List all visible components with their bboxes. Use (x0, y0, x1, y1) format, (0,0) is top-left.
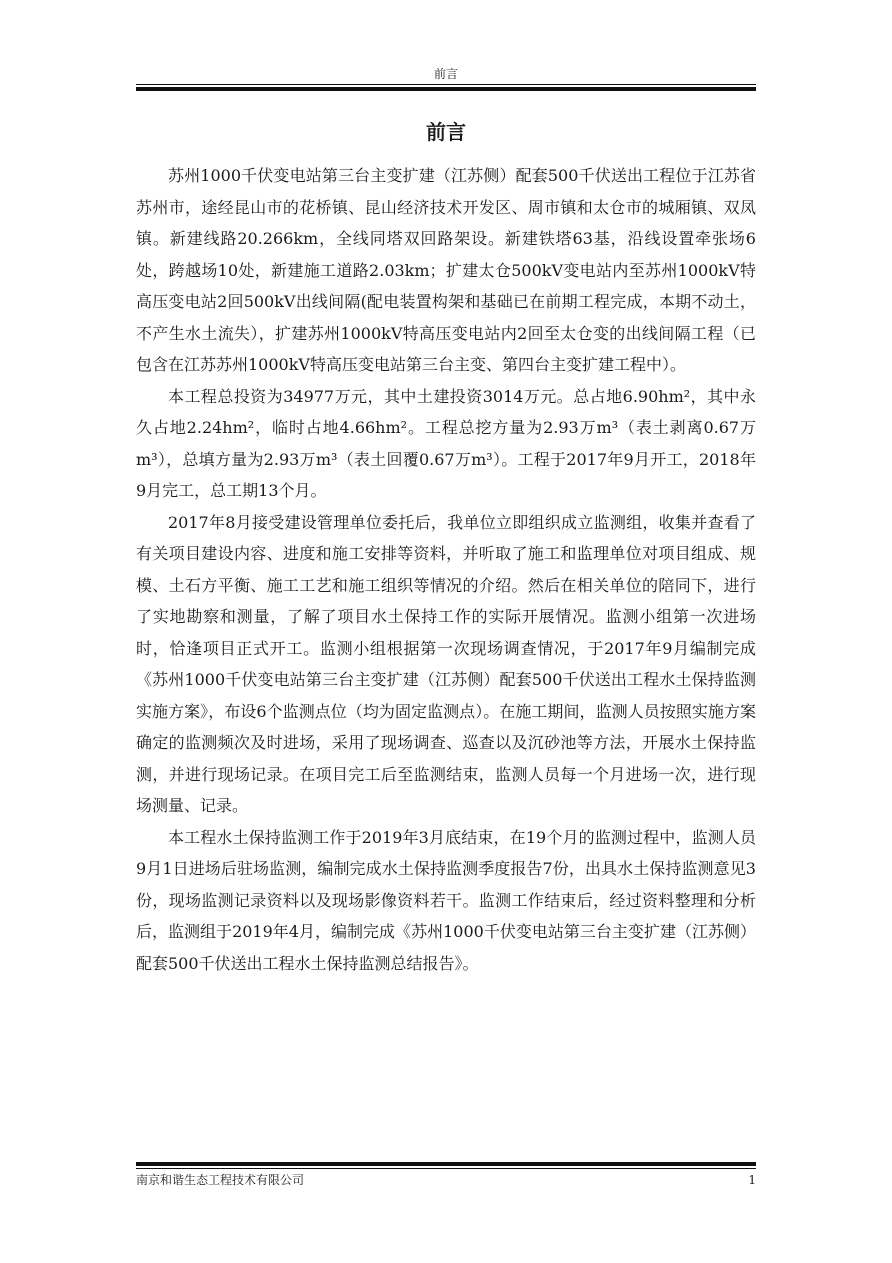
document-body (136, 160, 756, 979)
paragraph-monitoring-process: 2017年8月接受建设管理单位委托后，我单位立即组织成立监测组，收集并查看了有关项目建设内容、进度和施工安排等资料，并听取了施工和监理单位对项目组成、规模、土石方平衡、施工工艺和施工组织等情况的介绍。然后在相关单位的陪同下，进行了实地勘察和测量，了解了项目水土保持工作的实际开展情况。监测小组第一次进场时，恰逢项目正式开工。监测小组根据第一次现场调查情况，于2017年9月编制完成《苏州1000千伏变电站第三台主变扩建（江苏侧）配套500千伏送出工程水土保持监测实施方案》，布设6个监测点位（均为固定监测点）。在施工期间，监测人员按照实施方案确定的监测频次及时进场，采用了现场调查、巡查以及沉砂池等方法，开展水土保持监测，并进行现场记录。在项目完工后至监测结束，监测人员每一个月进场一次，进行现场测量、记录。 (136, 512, 756, 815)
footer-divider-thick (136, 1162, 756, 1166)
footer-company-name: 南京和谐生态工程技术有限公司 (136, 1173, 305, 1187)
running-header: 前言 (433, 67, 458, 81)
header-divider-thick (136, 87, 756, 91)
page-number: 1 (748, 1173, 756, 1187)
footer-divider-thin (136, 1168, 756, 1169)
paragraph-monitoring-results: 本工程水土保持监测工作于2019年3月底结束，在19个月的监测过程中，监测人员9月1日进场后驻场监测，编制完成水土保持监测季度报告7份，出具水土保持监测意见3份，现场监测记录资料以及现场影像资料若干。监测工作结束后，经过资料整理和分析后，监测组于2019年4月，编制完成《苏州1000千伏变电站第三台主变扩建（江苏侧）配套500千伏送出工程水土保持监测总结报告》。 (136, 827, 756, 973)
paragraph-investment: 本工程总投资为34977万元，其中土建投资3014万元。总占地6.90hm²，其中永久占地2.24hm²，临时占地4.66hm²。工程总挖方量为2.93万m³（表土剥离0.67万m³），总填方量为2.93万m³（表土回覆0.67万m³）。工程于2017年9月开工，2018年9月完工，总工期13个月。 (136, 386, 756, 500)
paragraph-project-overview: 苏州1000千伏变电站第三台主变扩建（江苏侧）配套500千伏送出工程位于江苏省苏州市，途经昆山市的花桥镇、昆山经济技术开发区、周市镇和太仓市的城厢镇、双凤镇。新建线路20.266km，全线同塔双回路架设。新建铁塔63基，沿线设置牵张场6处，跨越场10处，新建施工道路2.03km；扩建太仓500kV变电站内至苏州1000kV特高压变电站2回500kV出线间隔(配电装置构架和基础已在前期工程完成，本期不动土，不产生水土流失），扩建苏州1000kV特高压变电站内2回至太仓变的出线间隔工程（已包含在江苏苏州1000kV特高压变电站第三台主变、第四台主变扩建工程中）。 (136, 166, 756, 374)
page-title: 前言 (426, 120, 466, 144)
header-divider-thin (136, 84, 756, 85)
